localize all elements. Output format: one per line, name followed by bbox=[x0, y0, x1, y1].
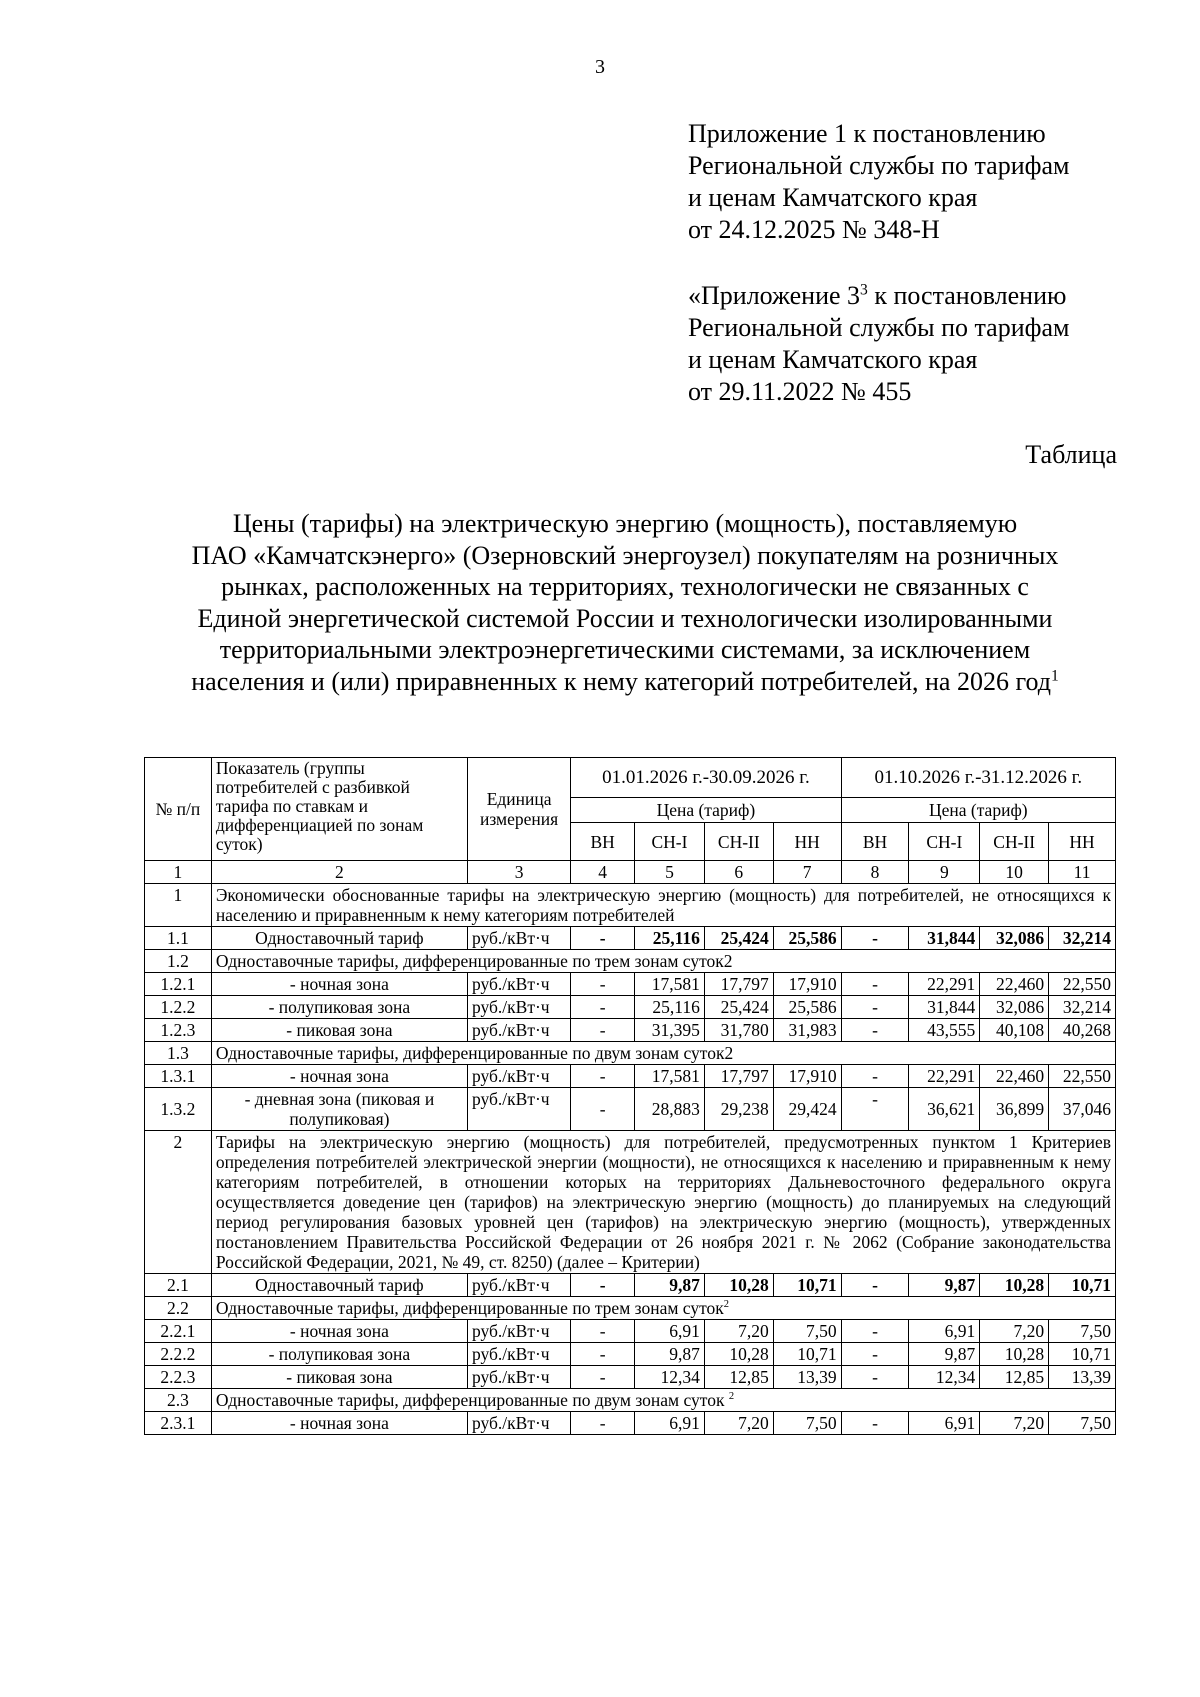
cell-value: 32,086 bbox=[980, 927, 1049, 950]
title-line: Цены (тарифы) на электрическую энергию (мощность), поставляемую bbox=[232, 509, 1018, 538]
cell-value: 22,291 bbox=[909, 973, 980, 996]
row-name: Одноставочный тариф bbox=[211, 1274, 467, 1297]
annex-1-line: Приложение 1 к постановлению bbox=[688, 119, 1046, 148]
cell-value: 25,586 bbox=[773, 996, 841, 1019]
row-num: 2.3.1 bbox=[145, 1412, 212, 1435]
table-header-row bbox=[145, 758, 1116, 798]
annex-3-3-reference bbox=[688, 280, 1069, 408]
cell-value: 6,91 bbox=[635, 1320, 705, 1343]
row-unit: руб./кВт·ч bbox=[467, 1274, 570, 1297]
group-text: Одноставочные тарифы, дифференцированные по трем зонам суток2 bbox=[211, 950, 1115, 973]
column-number: 4 bbox=[571, 861, 635, 884]
cell-value: 32,214 bbox=[1049, 996, 1116, 1019]
cell-value: - bbox=[841, 996, 909, 1019]
cell-value: - bbox=[841, 1343, 909, 1366]
group-text: Одноставочные тарифы, дифференцированные по двум зонам суток $^2$ bbox=[211, 1389, 1115, 1412]
header-level: ВН bbox=[571, 823, 635, 861]
section-num: 1 bbox=[145, 884, 212, 927]
cell-value: 7,20 bbox=[704, 1412, 773, 1435]
section-row bbox=[145, 1131, 1116, 1274]
cell-value: 22,550 bbox=[1049, 973, 1116, 996]
cell-value: - bbox=[571, 1088, 635, 1131]
cell-value: 25,586 bbox=[773, 927, 841, 950]
cell-value: 17,797 bbox=[704, 973, 773, 996]
cell-value: - bbox=[841, 1088, 909, 1131]
cell-value: 10,28 bbox=[704, 1274, 773, 1297]
column-number: 9 bbox=[909, 861, 980, 884]
row-name: - полупиковая зона bbox=[211, 996, 467, 1019]
cell-value: 31,395 bbox=[635, 1019, 705, 1042]
row-unit: руб./кВт·ч bbox=[467, 1088, 570, 1131]
cell-value: - bbox=[841, 1274, 909, 1297]
cell-value: 28,883 bbox=[635, 1088, 705, 1131]
row-num: 1.2.3 bbox=[145, 1019, 212, 1042]
cell-value: 9,87 bbox=[909, 1274, 980, 1297]
cell-value: - bbox=[841, 927, 909, 950]
annex-2-line: от 29.11.2022 № 455 bbox=[688, 377, 912, 406]
annex-2-line: «Приложение $3^3$ к постановлению bbox=[688, 281, 1067, 310]
document-title bbox=[130, 508, 1120, 697]
cell-value: 22,291 bbox=[909, 1065, 980, 1088]
annex-1-line: Региональной службы по тарифам bbox=[688, 151, 1070, 180]
cell-value: 31,983 bbox=[773, 1019, 841, 1042]
cell-value: - bbox=[841, 1412, 909, 1435]
group-text: Одноставочные тарифы, дифференцированные по трем зонам суток$^2$ bbox=[211, 1297, 1115, 1320]
table-label: Таблица bbox=[1025, 440, 1117, 469]
column-number: 1 bbox=[145, 861, 212, 884]
cell-value: 17,581 bbox=[635, 973, 705, 996]
cell-value: 10,28 bbox=[980, 1274, 1049, 1297]
row-num: 2.2.1 bbox=[145, 1320, 212, 1343]
group-text: Одноставочные тарифы, дифференцированные по двум зонам суток2 bbox=[211, 1042, 1115, 1065]
cell-value: 37,046 bbox=[1049, 1088, 1116, 1131]
section-text: Тарифы на электрическую энергию (мощность) для потребителей, предусмотренных пунктом 1 Критериев определения потребителей электрической энергии (мощности), не относящихся к населению и приравненным к нему категориям потребителей, в отношении которых на территориях Дальневосточного федерального округа осуществляется доведение цен (тарифов) на электрическую энергию (мощность) до планируемых на следующий период регулирования базовых уровней цен (тарифов) на электрическую энергию (мощность), утвержденных постановлением Правительства Российской Федерации от 26 ноября 2021 г. № 2062 (Собрание законодательства Российской Федерации, 2021, № 49, ст. 8250) (далее – Критерии) bbox=[211, 1131, 1115, 1274]
row-name: - ночная зона bbox=[211, 973, 467, 996]
cell-value: 17,910 bbox=[773, 1065, 841, 1088]
cell-value: - bbox=[571, 1320, 635, 1343]
cell-value: 6,91 bbox=[635, 1412, 705, 1435]
row-num: 2.2.3 bbox=[145, 1366, 212, 1389]
cell-value: 22,460 bbox=[980, 973, 1049, 996]
row-unit: руб./кВт·ч bbox=[467, 1343, 570, 1366]
annex-2-line: Региональной службы по тарифам bbox=[688, 313, 1070, 342]
cell-value: 10,71 bbox=[1049, 1343, 1116, 1366]
cell-value: - bbox=[571, 927, 635, 950]
section-row bbox=[145, 884, 1116, 927]
annex-1-line: и ценам Камчатского края bbox=[688, 183, 978, 212]
column-number: 5 bbox=[635, 861, 705, 884]
annex-1-line: от 24.12.2025 № 348-Н bbox=[688, 215, 940, 244]
title-line: рынках, расположенных на территориях, технологически не связанных с bbox=[221, 572, 1029, 601]
row-num: 1.1 bbox=[145, 927, 212, 950]
cell-value: 22,460 bbox=[980, 1065, 1049, 1088]
cell-value: 9,87 bbox=[909, 1343, 980, 1366]
header-price-2: Цена (тариф) bbox=[841, 798, 1115, 823]
cell-value: - bbox=[841, 1019, 909, 1042]
header-indicator: Показатель (группы потребителей с разбивкой тарифа по ставкам и дифференциацией по зонам суток) bbox=[211, 758, 467, 861]
cell-value: 7,50 bbox=[773, 1412, 841, 1435]
table-row bbox=[145, 1366, 1116, 1389]
row-unit: руб./кВт·ч bbox=[467, 927, 570, 950]
cell-value: 10,28 bbox=[704, 1343, 773, 1366]
row-unit: руб./кВт·ч bbox=[467, 1412, 570, 1435]
header-unit: Единица измерения bbox=[467, 758, 570, 861]
cell-value: 43,555 bbox=[909, 1019, 980, 1042]
group-num: 2.2 bbox=[145, 1297, 212, 1320]
cell-value: 17,581 bbox=[635, 1065, 705, 1088]
section-text: Экономически обоснованные тарифы на электрическую энергию (мощность) для потребителей, не относящихся к населению и приравненным к нему категориям потребителей bbox=[211, 884, 1115, 927]
row-unit: руб./кВт·ч bbox=[467, 1019, 570, 1042]
header-level: СН-I bbox=[909, 823, 980, 861]
column-number: 3 bbox=[467, 861, 570, 884]
cell-value: 10,71 bbox=[1049, 1274, 1116, 1297]
column-number: 2 bbox=[211, 861, 467, 884]
cell-value: - bbox=[841, 1366, 909, 1389]
header-level: НН bbox=[1049, 823, 1116, 861]
cell-value: 40,268 bbox=[1049, 1019, 1116, 1042]
table-row bbox=[145, 973, 1116, 996]
cell-value: 17,797 bbox=[704, 1065, 773, 1088]
cell-value: 10,71 bbox=[773, 1343, 841, 1366]
cell-value: 29,424 bbox=[773, 1088, 841, 1131]
cell-value: 7,50 bbox=[1049, 1412, 1116, 1435]
annex-1-reference bbox=[688, 118, 1069, 246]
cell-value: 12,34 bbox=[909, 1366, 980, 1389]
row-name: - ночная зона bbox=[211, 1065, 467, 1088]
title-line: населения и (или) приравненных к нему категорий потребителей, на 2026 год$^1$ bbox=[191, 666, 1059, 696]
row-unit: руб./кВт·ч bbox=[467, 973, 570, 996]
cell-value: - bbox=[841, 1320, 909, 1343]
cell-value: 32,086 bbox=[980, 996, 1049, 1019]
column-number: 10 bbox=[980, 861, 1049, 884]
row-num: 1.3.1 bbox=[145, 1065, 212, 1088]
table-row bbox=[145, 1412, 1116, 1435]
cell-value: 32,214 bbox=[1049, 927, 1116, 950]
header-period-2: 01.10.2026 г.-31.12.2026 г. bbox=[841, 758, 1115, 798]
cell-value: 9,87 bbox=[635, 1274, 705, 1297]
column-number: 6 bbox=[704, 861, 773, 884]
header-level: ВН bbox=[841, 823, 909, 861]
row-name: - ночная зона bbox=[211, 1412, 467, 1435]
header-level: СН-I bbox=[635, 823, 705, 861]
group-row bbox=[145, 1042, 1116, 1065]
group-num: 1.3 bbox=[145, 1042, 212, 1065]
cell-value: 12,85 bbox=[980, 1366, 1049, 1389]
title-line: Единой энергетической системой России и технологически изолированными bbox=[197, 603, 1053, 633]
cell-value: - bbox=[571, 1412, 635, 1435]
row-num: 2.1 bbox=[145, 1274, 212, 1297]
cell-value: 36,899 bbox=[980, 1088, 1049, 1131]
cell-value: 36,621 bbox=[909, 1088, 980, 1131]
cell-value: 29,238 bbox=[704, 1088, 773, 1131]
cell-value: 10,28 bbox=[980, 1343, 1049, 1366]
cell-value: - bbox=[571, 1274, 635, 1297]
cell-value: 6,91 bbox=[909, 1320, 980, 1343]
cell-value: 22,550 bbox=[1049, 1065, 1116, 1088]
header-level: НН bbox=[773, 823, 841, 861]
cell-value: - bbox=[841, 1065, 909, 1088]
title-line: ПАО «Камчатскэнерго» (Озерновский энергоузел) покупателям на розничных bbox=[191, 540, 1059, 570]
group-num: 2.3 bbox=[145, 1389, 212, 1412]
row-name: - пиковая зона bbox=[211, 1019, 467, 1042]
row-num: 1.3.2 bbox=[145, 1088, 212, 1131]
cell-value: - bbox=[571, 1019, 635, 1042]
table-row bbox=[145, 1320, 1116, 1343]
row-num: 2.2.2 bbox=[145, 1343, 212, 1366]
header-price-1: Цена (тариф) bbox=[571, 798, 841, 823]
cell-value: 10,71 bbox=[773, 1274, 841, 1297]
header-num: № п/п bbox=[145, 758, 212, 861]
cell-value: - bbox=[841, 973, 909, 996]
row-num: 1.2.1 bbox=[145, 973, 212, 996]
row-unit: руб./кВт·ч bbox=[467, 1320, 570, 1343]
tariff-table bbox=[144, 757, 1116, 1435]
cell-value: 7,50 bbox=[773, 1320, 841, 1343]
cell-value: 31,844 bbox=[909, 996, 980, 1019]
cell-value: 25,424 bbox=[704, 996, 773, 1019]
column-number: 8 bbox=[841, 861, 909, 884]
row-name: - пиковая зона bbox=[211, 1366, 467, 1389]
cell-value: 40,108 bbox=[980, 1019, 1049, 1042]
cell-value: 7,20 bbox=[704, 1320, 773, 1343]
cell-value: 6,91 bbox=[909, 1412, 980, 1435]
cell-value: - bbox=[571, 996, 635, 1019]
cell-value: 13,39 bbox=[773, 1366, 841, 1389]
cell-value: 7,50 bbox=[1049, 1320, 1116, 1343]
cell-value: 7,20 bbox=[980, 1320, 1049, 1343]
row-num: 1.2.2 bbox=[145, 996, 212, 1019]
row-unit: руб./кВт·ч bbox=[467, 1065, 570, 1088]
cell-value: 25,424 bbox=[704, 927, 773, 950]
row-unit: руб./кВт·ч bbox=[467, 996, 570, 1019]
group-num: 1.2 bbox=[145, 950, 212, 973]
cell-value: - bbox=[571, 1366, 635, 1389]
title-line: территориальными электроэнергетическими системами, за исключением bbox=[219, 635, 1031, 664]
column-number-row bbox=[145, 861, 1116, 884]
table-row bbox=[145, 1088, 1116, 1131]
cell-value: 25,116 bbox=[635, 927, 705, 950]
cell-value: - bbox=[571, 1065, 635, 1088]
cell-value: 13,39 bbox=[1049, 1366, 1116, 1389]
table-row bbox=[145, 1019, 1116, 1042]
table-row bbox=[145, 996, 1116, 1019]
cell-value: - bbox=[571, 973, 635, 996]
group-row bbox=[145, 1297, 1116, 1320]
group-row bbox=[145, 1389, 1116, 1412]
annex-2-line: и ценам Камчатского края bbox=[688, 345, 978, 374]
header-level: СН-II bbox=[704, 823, 773, 861]
cell-value: 25,116 bbox=[635, 996, 705, 1019]
cell-value: 31,780 bbox=[704, 1019, 773, 1042]
table-row bbox=[145, 1065, 1116, 1088]
row-name: - дневная зона (пиковая и полупиковая) bbox=[211, 1088, 467, 1131]
column-number: 11 bbox=[1049, 861, 1116, 884]
header-level: СН-II bbox=[980, 823, 1049, 861]
cell-value: 12,34 bbox=[635, 1366, 705, 1389]
row-unit: руб./кВт·ч bbox=[467, 1366, 570, 1389]
row-name: - ночная зона bbox=[211, 1320, 467, 1343]
page-number: 3 bbox=[595, 56, 605, 78]
row-name: - полупиковая зона bbox=[211, 1343, 467, 1366]
row-name: Одноставочный тариф bbox=[211, 927, 467, 950]
header-period-1: 01.01.2026 г.-30.09.2026 г. bbox=[571, 758, 841, 798]
group-row bbox=[145, 950, 1116, 973]
column-number: 7 bbox=[773, 861, 841, 884]
cell-value: 7,20 bbox=[980, 1412, 1049, 1435]
section-num: 2 bbox=[145, 1131, 212, 1274]
table-row bbox=[145, 1274, 1116, 1297]
table-row bbox=[145, 1343, 1116, 1366]
cell-value: 9,87 bbox=[635, 1343, 705, 1366]
cell-value: 17,910 bbox=[773, 973, 841, 996]
cell-value: 12,85 bbox=[704, 1366, 773, 1389]
cell-value: 31,844 bbox=[909, 927, 980, 950]
cell-value: - bbox=[571, 1343, 635, 1366]
table-row bbox=[145, 927, 1116, 950]
